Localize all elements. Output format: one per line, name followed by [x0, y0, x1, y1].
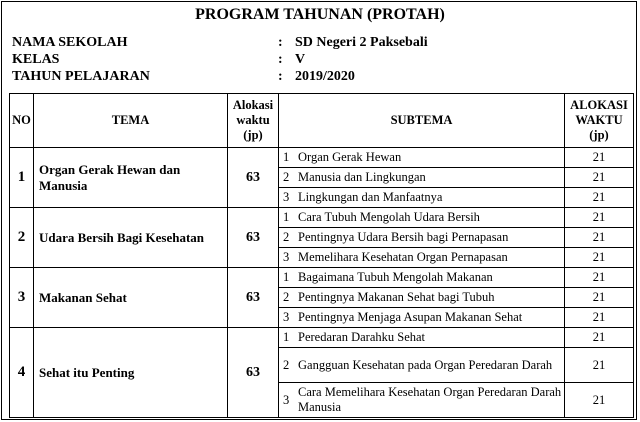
subtheme-jp: 21	[565, 148, 634, 168]
info-value: SD Negeri 2 Paksebali	[295, 35, 428, 50]
subtheme-name: Manusia dan Lingkungan	[298, 170, 426, 184]
subtheme-number: 1	[283, 150, 290, 164]
theme-number: 4	[10, 328, 34, 418]
subtheme-cell	[279, 288, 565, 308]
subtheme-cell	[279, 328, 565, 348]
theme-name: Organ Gerak Hewan dan Manusia	[34, 148, 228, 208]
info-label: KELAS	[12, 52, 60, 67]
subtheme-number: 3	[283, 392, 290, 407]
info-colon: :	[278, 52, 283, 67]
header-tema: TEMA	[34, 94, 228, 148]
theme-number: 3	[10, 268, 34, 328]
theme-allocation: 63	[228, 148, 279, 208]
subtheme-name: Cara Tubuh Mengolah Udara Bersih	[298, 210, 480, 224]
header-alokasi-line: waktu	[236, 113, 270, 127]
subtheme-jp: 21	[565, 383, 634, 418]
subtheme-jp: 21	[565, 268, 634, 288]
header-alokasi-line: (jp)	[243, 128, 263, 142]
subtheme-cell	[279, 148, 565, 168]
subtheme-cell	[279, 348, 565, 383]
subtheme-cell	[279, 383, 565, 418]
theme-name: Udara Bersih Bagi Kesehatan	[34, 208, 228, 268]
theme-allocation: 63	[228, 208, 279, 268]
table-row	[10, 268, 634, 288]
header-aw-line: (jp)	[589, 128, 609, 142]
theme-number: 1	[10, 148, 34, 208]
table-row	[10, 148, 634, 168]
table-row	[10, 208, 634, 228]
subtheme-jp: 21	[565, 208, 634, 228]
subtheme-number: 3	[283, 310, 290, 324]
theme-allocation: 63	[228, 268, 279, 328]
subtheme-name: Organ Gerak Hewan	[298, 150, 402, 164]
subtheme-name: Pentingnya Makanan Sehat bagi Tubuh	[298, 290, 495, 304]
subtheme-name: Bagaimana Tubuh Mengolah Makanan	[298, 270, 493, 284]
info-label: NAMA SEKOLAH	[12, 35, 128, 50]
info-value: V	[295, 52, 306, 67]
subtheme-number: 1	[283, 210, 290, 224]
subtheme-jp: 21	[565, 188, 634, 208]
subtheme-cell	[279, 228, 565, 248]
subtheme-jp: 21	[565, 168, 634, 188]
header-aw-line: WAKTU	[575, 113, 623, 127]
subtheme-name: Peredaran Darahku Sehat	[298, 330, 426, 344]
subtheme-jp: 21	[565, 348, 634, 383]
theme-number: 2	[10, 208, 34, 268]
subtheme-cell	[279, 208, 565, 228]
table-row	[10, 328, 634, 348]
theme-name: Sehat itu Penting	[34, 328, 228, 418]
header-alokasi	[228, 94, 279, 148]
subtheme-name: Pentingnya Menjaga Asupan Makanan Sehat	[298, 310, 523, 324]
subtheme-number: 2	[283, 357, 290, 372]
subtheme-jp: 21	[565, 308, 634, 328]
document-page	[1, 1, 637, 420]
subtheme-jp: 21	[565, 288, 634, 308]
header-subtema: SUBTEMA	[279, 94, 565, 148]
subtheme-jp: 21	[565, 248, 634, 268]
theme-name: Makanan Sehat	[34, 268, 228, 328]
subtheme-number: 1	[283, 330, 290, 344]
table-header-row	[10, 94, 634, 148]
subtheme-name: Memelihara Kesehatan Organ Pernapasan	[298, 250, 508, 264]
subtheme-name: Cara Memelihara Kesehatan Organ Peredaran Darah Manusia	[298, 385, 562, 414]
subtheme-cell	[279, 248, 565, 268]
info-colon: :	[278, 35, 283, 50]
info-label: TAHUN PELAJARAN	[12, 69, 150, 84]
header-alokasi-line: Alokasi	[232, 98, 274, 112]
subtheme-number: 2	[283, 230, 290, 244]
subtheme-name: Gangguan Kesehatan pada Organ Peredaran Darah	[298, 357, 553, 372]
info-colon: :	[278, 69, 283, 84]
protah-table	[9, 93, 634, 418]
header-no: NO	[10, 94, 34, 148]
subtheme-number: 2	[283, 170, 290, 184]
subtheme-cell	[279, 168, 565, 188]
header-alokasi-waktu	[565, 94, 634, 148]
theme-allocation: 63	[228, 328, 279, 418]
subtheme-number: 3	[283, 190, 290, 204]
info-value: 2019/2020	[295, 69, 355, 84]
subtheme-cell	[279, 268, 565, 288]
subtheme-jp: 21	[565, 328, 634, 348]
subtheme-name: Lingkungan dan Manfaatnya	[298, 190, 443, 204]
subtheme-number: 3	[283, 250, 290, 264]
subtheme-name: Pentingnya Udara Bersih bagi Pernapasan	[298, 230, 509, 244]
subtheme-cell	[279, 308, 565, 328]
subtheme-cell	[279, 188, 565, 208]
header-aw-line: ALOKASI	[570, 98, 628, 112]
subtheme-number: 1	[283, 270, 290, 284]
page-title: PROGRAM TAHUNAN (PROTAH)	[195, 6, 445, 23]
subtheme-number: 2	[283, 290, 290, 304]
subtheme-jp: 21	[565, 228, 634, 248]
